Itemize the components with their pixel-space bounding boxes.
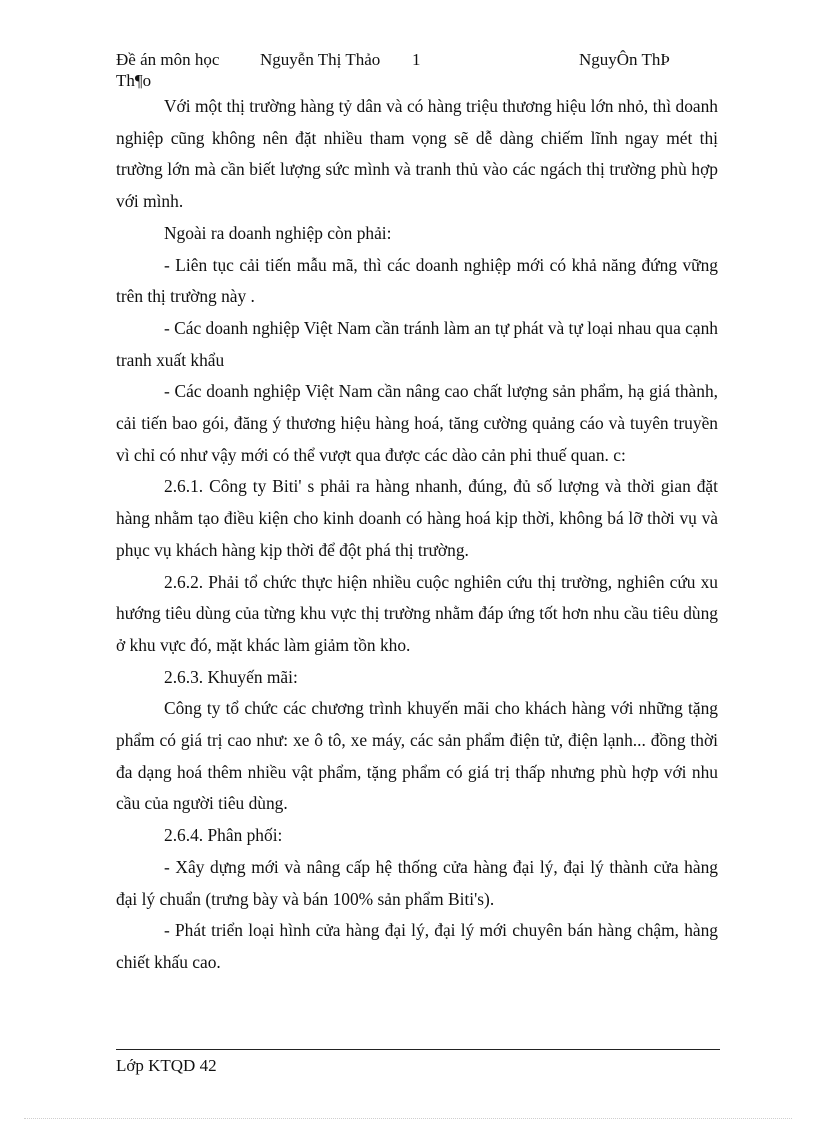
footer-class-label: Lớp KTQD 42: [116, 1056, 217, 1075]
paragraph: - Phát triển loại hình cửa hàng đại lý, đại lý mới chuyên bán hàng chậm, hàng chiết khấu cao.: [116, 920, 718, 972]
header-course-title: Đề án môn học: [116, 50, 220, 69]
paragraph: Ngoài ra doanh nghiệp còn phải:: [164, 222, 392, 243]
header-page-number: 1: [412, 50, 421, 69]
header-garbled-author: NguyÔn ThÞ: [579, 50, 670, 69]
paragraph: Công ty tổ chức các chương trình khuyến mãi cho khách hàng với những tặng phẩm có giá trị cao như: xe ô tô, xe máy, các sản phẩm điện tử, điện lạnh... đồng thời đa dạng hoá thêm nhiều vật phẩm, tặng phẩm có giá trị thấp nhưng phù hợp với nhu cầu của người tiêu dùng.: [116, 698, 718, 814]
paragraph: - Các doanh nghiệp Việt Nam cần tránh làm an tự phát và tự loại nhau qua cạnh tranh xuất khẩu: [116, 317, 719, 370]
paragraph: - Các doanh nghiệp Việt Nam cần nâng cao chất lượng sản phẩm, hạ giá thành, cải tiến bao gói, đăng ý thương hiệu hàng hoá, tăng cường quảng cáo và tuyên truyền vì chỉ có như vậy mới có thể vượt qua được các dào cản phi thuế quan. c:: [116, 381, 718, 465]
document-body: [116, 91, 718, 979]
paragraph: - Liên tục cải tiến mẫu mã, thì các doanh nghiệp mới có khả năng đứng vững trên thị trường này .: [116, 254, 718, 307]
paragraph: Với một thị trường hàng tỷ dân và có hàng triệu thương hiệu lớn nhỏ, thì doanh nghiệp cũng không nên đặt nhiều tham vọng sẽ dễ dàng chiếm lĩnh ngay mét thị trường lớn mà cần biết lượng sức mình và tranh thủ vào các ngách thị trường phù hợp với mình.: [116, 96, 718, 212]
footer-divider: [116, 1049, 720, 1050]
paragraph: - Xây dựng mới và nâng cấp hệ thống cửa hàng đại lý, đại lý thành cửa hàng đại lý chuẩn (trưng bày và bán 100% sản phẩm Biti's).: [116, 856, 718, 909]
section-2-6-1-paragraph: 2.6.1. Công ty Biti' s phải ra hàng nhanh, đúng, đủ số lượng và thời gian đặt hàng nhằm tạo điều kiện cho kinh doanh có hàng hoá kịp thời, không bá lỡ thời vụ và phục vụ khách hàng kịp thời để đột phá thị trường.: [116, 476, 718, 560]
page-header: [116, 50, 716, 94]
header-author-name: Nguyễn Thị Thảo: [260, 50, 381, 69]
page-bottom-dotted-border: [24, 1118, 792, 1119]
section-2-6-4-heading: 2.6.4. Phân phối:: [164, 825, 283, 846]
section-2-6-2-paragraph: 2.6.2. Phải tổ chức thực hiện nhiều cuộc nghiên cứu thị trường, nghiên cứu xu hướng tiêu dùng của từng khu vực thị trường nhằm đáp ứng tốt hơn nhu cầu tiêu dùng ở khu vực đó, mặt khác làm giảm tồn kho.: [116, 571, 718, 655]
section-2-6-3-heading: 2.6.3. Khuyến mãi:: [164, 666, 298, 687]
header-garbled-author-wrap: Th¶o: [116, 71, 152, 90]
